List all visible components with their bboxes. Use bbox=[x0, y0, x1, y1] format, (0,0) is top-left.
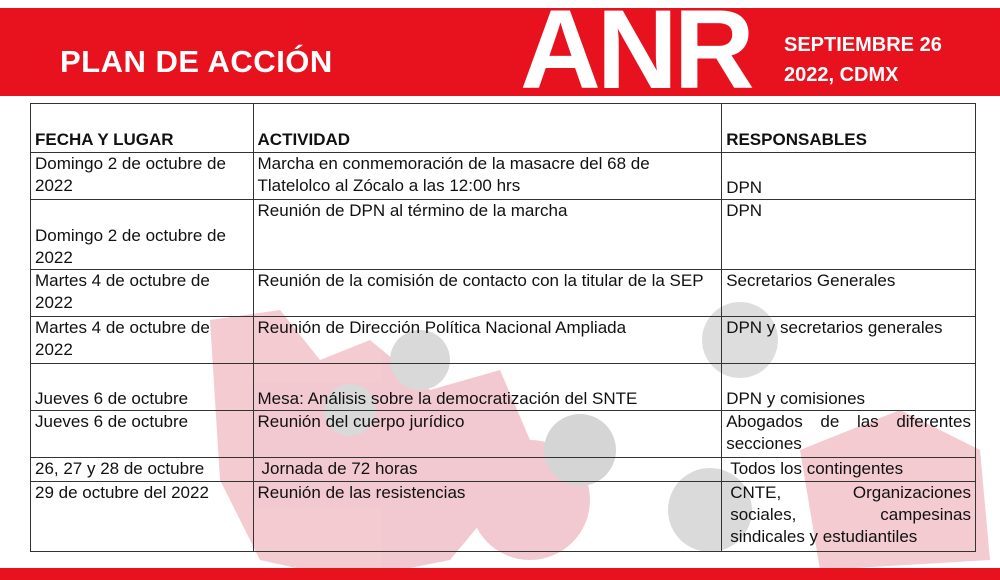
cell-responsables: Secretarios Generales bbox=[722, 270, 976, 317]
cell-actividad: Reunión de la comisión de contacto con la titular de la SEP bbox=[253, 270, 722, 317]
cell-actividad: Reunión del cuerpo jurídico bbox=[253, 411, 722, 458]
date-block bbox=[784, 30, 942, 90]
cell-fecha: Jueves 6 de octubre bbox=[31, 411, 254, 458]
table-row bbox=[31, 482, 976, 552]
header-fecha: FECHA Y LUGAR bbox=[31, 104, 254, 153]
date-line-1: SEPTIEMBRE 26 bbox=[784, 34, 942, 56]
header-banner bbox=[0, 0, 1000, 112]
cell-fecha: 29 de octubre del 2022 bbox=[31, 482, 254, 552]
table-row bbox=[31, 411, 976, 458]
plan-title: PLAN DE ACCIÓN bbox=[60, 44, 333, 79]
cell-responsables: Abogados de las diferentes secciones bbox=[722, 411, 976, 458]
table-header-row bbox=[31, 104, 976, 153]
cell-actividad: Mesa: Análisis sobre la democratización del SNTE bbox=[253, 364, 722, 411]
cell-responsables: DPN y comisiones bbox=[722, 364, 976, 411]
cell-fecha: Domingo 2 de octubre de 2022 bbox=[31, 153, 254, 200]
cell-actividad: Reunión de Dirección Política Nacional Ampliada bbox=[253, 317, 722, 364]
header-responsables: RESPONSABLES bbox=[722, 104, 976, 153]
cell-actividad: Jornada de 72 horas bbox=[253, 458, 722, 482]
anr-logo-text: ANR bbox=[520, 0, 751, 112]
cell-actividad: Marcha en conmemoración de la masacre del 68 de Tlatelolco al Zócalo a las 12:00 hrs bbox=[253, 153, 722, 200]
cell-fecha: 26, 27 y 28 de octubre bbox=[31, 458, 254, 482]
action-plan-table bbox=[30, 103, 976, 552]
cell-fecha: Jueves 6 de octubre bbox=[31, 364, 254, 411]
cell-actividad: Reunión de DPN al término de la marcha bbox=[253, 200, 722, 270]
cell-fecha: Martes 4 de octubre de 2022 bbox=[31, 317, 254, 364]
cell-responsables: DPN y secretarios generales bbox=[722, 317, 976, 364]
table-row bbox=[31, 458, 976, 482]
cell-responsables: DPN bbox=[722, 200, 976, 270]
cell-actividad: Reunión de las resistencias bbox=[253, 482, 722, 552]
table-row bbox=[31, 317, 976, 364]
cell-fecha: Domingo 2 de octubre de 2022 bbox=[31, 200, 254, 270]
table-row bbox=[31, 270, 976, 317]
bottom-red-strip bbox=[0, 568, 1000, 580]
table-row bbox=[31, 364, 976, 411]
cell-responsables: CNTE, Organizaciones sociales, campesinas sindicales y estudiantiles bbox=[722, 482, 976, 552]
table-row bbox=[31, 153, 976, 200]
date-line-2: 2022, CDMX bbox=[784, 64, 899, 86]
header-actividad: ACTIVIDAD bbox=[253, 104, 722, 153]
table-row bbox=[31, 200, 976, 270]
cell-responsables: DPN bbox=[722, 153, 976, 200]
cell-responsables: Todos los contingentes bbox=[722, 458, 976, 482]
cell-fecha: Martes 4 de octubre de 2022 bbox=[31, 270, 254, 317]
